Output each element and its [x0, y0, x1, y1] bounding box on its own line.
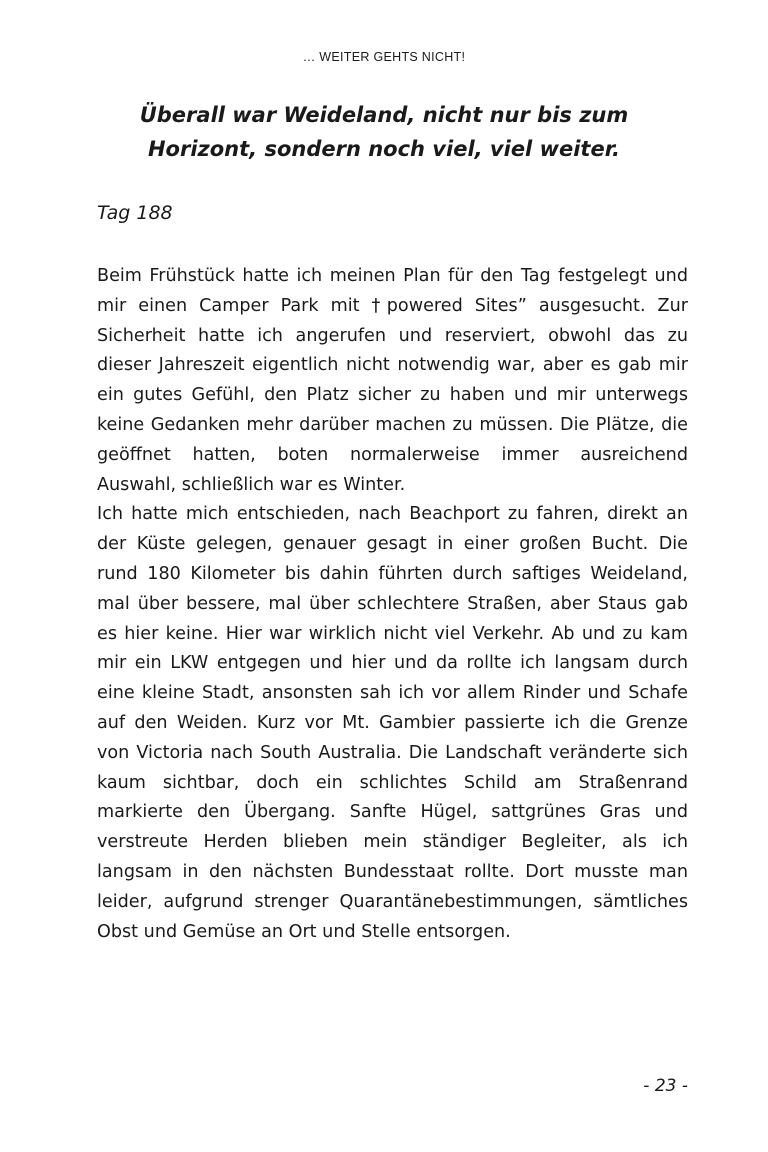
day-heading: Tag 188 — [97, 202, 173, 224]
page-number: - 23 - — [643, 1076, 688, 1096]
paragraph: Beim Frühstück hatte ich meinen Plan für den Tag festgelegt und mir einen Camper Park mit †powered Sites” ausgesucht. Zur Sicherheit hatte ich angerufen und reserviert, obwohl das zu dieser Jahreszeit eigentlich nicht notwendig war, aber es gab mir ein gutes Gefühl, den Platz sicher zu haben und mir unterwegs keine Gedanken mehr darüber machen zu müssen. Die Plätze, die geöffnet hatten, boten normalerweise immer ausreichend Auswahl, schließlich war es Winter. — [97, 266, 688, 495]
paragraph: Ich hatte mich entschieden, nach Beachport zu fahren, direkt an der Küste gelegen, genauer gesagt in einer großen Bucht. Die rund 180 Kilometer bis dahin führten durch saftiges Weideland, mal über bessere, mal über schlechtere Straßen, aber Staus gab es hier keine. Hier war wirklich nicht viel Verkehr. Ab und zu kam mir ein LKW entgegen und hier und da rollte ich langsam durch eine kleine Stadt, ansonsten sah ich vor allem Rinder und Schafe auf den Weiden. Kurz vor Mt. Gambier passierte ich die Grenze von Victoria nach South Australia. Die Landschaft veränderte sich kaum sichtbar, doch ein schlichtes Schild am Straßenrand markierte den Übergang. Sanfte Hügel, sattgrünes Gras und verstreute Herden blieben mein ständiger Begleiter, als ich langsam in den nächsten Bundesstaat rollte. Dort musste man leider, aufgrund strenger Quarantänebestimmungen, sämtliches Obst und Gemüse an Ort und Stelle entsorgen. — [97, 504, 688, 942]
body-text — [97, 262, 688, 947]
epigraph-line-2: Horizont, sondern noch viel, viel weiter. — [147, 137, 621, 161]
epigraph — [60, 98, 708, 166]
epigraph-line-1: Überall war Weideland, nicht nur bis zum — [139, 103, 629, 127]
running-header: … WEITER GEHTS NICHT! — [302, 50, 466, 64]
